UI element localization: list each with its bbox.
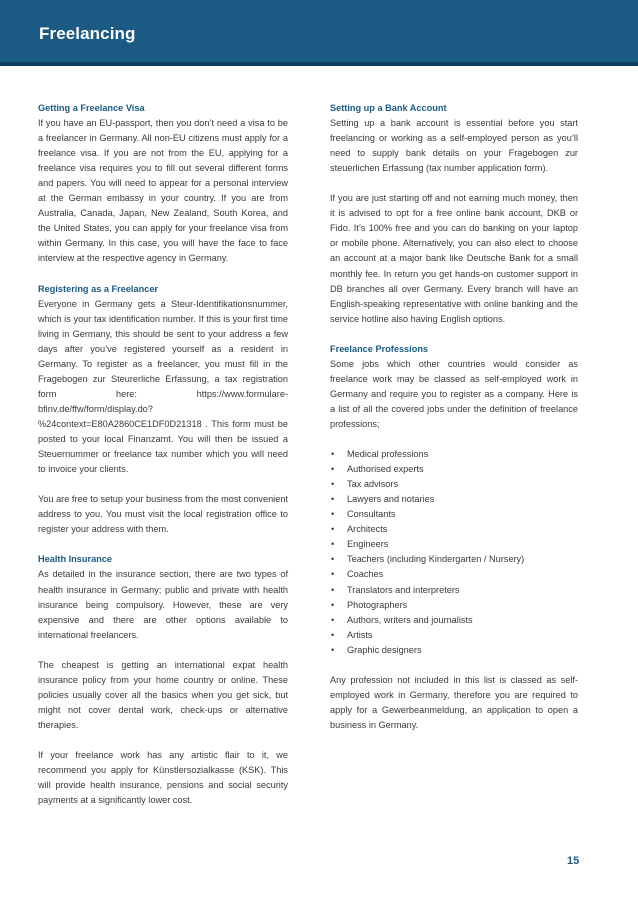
- list-item: [330, 492, 578, 507]
- list-item-label: Consultants: [347, 509, 396, 520]
- health-body-2: The cheapest is getting an international expat health insurance policy from your home country or online. These policies usually cover all the basics when you get sick, but might not cover dental work, check-ups or alternative therapies.: [38, 659, 288, 730]
- bank-body: Setting up a bank account is essential before you start freelancing or working as a self-employed person as you’ll need to supply bank details on your Fragebogen zur steuerlichen Erfassung (tax number application form).: [330, 118, 578, 174]
- professions-heading: Freelance Professions: [330, 343, 429, 354]
- bullet-icon: •: [331, 494, 335, 505]
- list-item: [330, 598, 578, 613]
- list-item-label: Authors, writers and journalists: [347, 614, 473, 625]
- professions-body: Some jobs which other countries would consider as freelance work may be classed as self-employed work in Germany and require you to register as a company. Here is a list of all the covered jobs under the definition of freelance professions;: [330, 358, 578, 429]
- list-item-label: Graphic designers: [347, 644, 422, 655]
- right-column: [330, 101, 578, 733]
- bullet-icon: •: [331, 479, 335, 490]
- list-item: [330, 613, 578, 628]
- list-item-label: Artists: [347, 629, 373, 640]
- bullet-icon: •: [331, 449, 335, 460]
- list-item: [330, 583, 578, 598]
- bullet-icon: •: [331, 539, 335, 550]
- list-item-label: Translators and interpreters: [347, 584, 460, 595]
- bullet-icon: •: [331, 644, 335, 655]
- list-item: [330, 552, 578, 567]
- bullet-icon: •: [331, 584, 335, 595]
- registering-body: Everyone in Germany gets a Steur-Identifikationsnummer, which is your tax identification number. If this is your first time living in Germany, this should be sent to your address a few days after you’ve registered yourself as a resident in Germany. To register as a freelancer, you must fill in the Fragebogen zur Steurerliche Erfassung, a tax registration form here: https://www.formulare-bfinv.de/ffw/form/display.do?%24context=E80A2860CE1DF0D21318 . This form must be posted to your local Finanzamt. You will then be issued a Steuernummer or freelance tax number which you will need to invoice your clients.: [38, 298, 288, 475]
- visa-heading: Getting a Freelance Visa: [38, 103, 145, 113]
- list-item: [330, 643, 578, 658]
- list-item-label: Photographers: [347, 599, 408, 610]
- bullet-icon: •: [331, 599, 335, 610]
- bank-body-2: If you are just starting off and not earning much money, then it is advised to opt for a free online bank account, DKB or Fido. It’s 100% free and you can do banking on your laptop or mobile phone. Alternatively, you can also elect to choose an account at a major bank like Deutsche Bank for a small monthly fee. In return you get hands-on customer support in DB branches all over Germany. Every branch will have an English-speaking representative with online banking and the service hotline also having English options.: [330, 193, 578, 324]
- header-bar: [0, 0, 638, 66]
- professions-footer: Any profession not included in this list is classed as self-employed work in Germany, therefore you are required to apply for a Gewerbeanmeldung, an application to open a business in Germany.: [330, 674, 578, 730]
- page-number: 15: [567, 855, 580, 867]
- list-item-label: Medical professions: [347, 449, 429, 460]
- list-item-label: Coaches: [347, 569, 384, 580]
- registering-heading: Registering as a Freelancer: [38, 283, 159, 294]
- list-item: [330, 628, 578, 643]
- list-item-label: Tax advisors: [347, 479, 399, 490]
- bullet-icon: •: [331, 524, 335, 535]
- left-column: [38, 101, 288, 808]
- registering-body-2: You are free to setup your business from the most convenient address to you. You must visit the local registration office to register your address with them.: [38, 494, 288, 535]
- list-item-label: Authorised experts: [347, 464, 424, 475]
- list-item: [330, 522, 578, 537]
- bullet-icon: •: [331, 629, 335, 640]
- list-item: [330, 462, 578, 477]
- bullet-icon: •: [331, 509, 335, 520]
- list-item: [330, 477, 578, 492]
- list-item-label: Lawyers and notaries: [347, 494, 435, 505]
- health-heading: Health Insurance: [38, 554, 113, 565]
- bank-heading: Setting up a Bank Account: [330, 103, 447, 113]
- bullet-icon: •: [331, 464, 335, 475]
- list-item-label: Engineers: [347, 539, 389, 550]
- list-item-label: Architects: [347, 524, 388, 535]
- professions-list: [330, 447, 578, 658]
- bullet-icon: •: [331, 554, 335, 565]
- list-item: [330, 537, 578, 552]
- list-item: [330, 567, 578, 582]
- list-item-label: Teachers (including Kindergarten / Nursery): [347, 554, 525, 565]
- bullet-icon: •: [331, 614, 335, 625]
- page-title: Freelancing: [39, 24, 136, 43]
- list-item: [330, 507, 578, 522]
- list-item: [330, 447, 578, 462]
- health-body: As detailed in the insurance section, there are two types of health insurance in Germany; public and private with health insurance being compulsory. However, these are very expensive and there are other options available to international freelancers.: [38, 569, 288, 640]
- visa-body: If you have an EU-passport, then you don’t need a visa to be a freelancer in Germany. All non-EU citizens must apply for a freelance visa. If you are not from the EU, applying for a freelance visa requires you to fill out several different forms and papers. You will need to appear for a personal interview at the German embassy in your country. If you are from Australia, Canada, Japan, New Zealand, South Korea, and the United States, you can apply for your freelance visa from within Germany. In this case, you will have the face to face interview at the respective agency in Germany.: [38, 118, 288, 264]
- bullet-icon: •: [331, 569, 335, 580]
- health-body-3: If your freelance work has any artistic flair to it, we recommend you apply for Künstlersozialkasse (KSK). This will provide health insurance, pensions and social security payments at a significantly lower cost.: [38, 750, 288, 806]
